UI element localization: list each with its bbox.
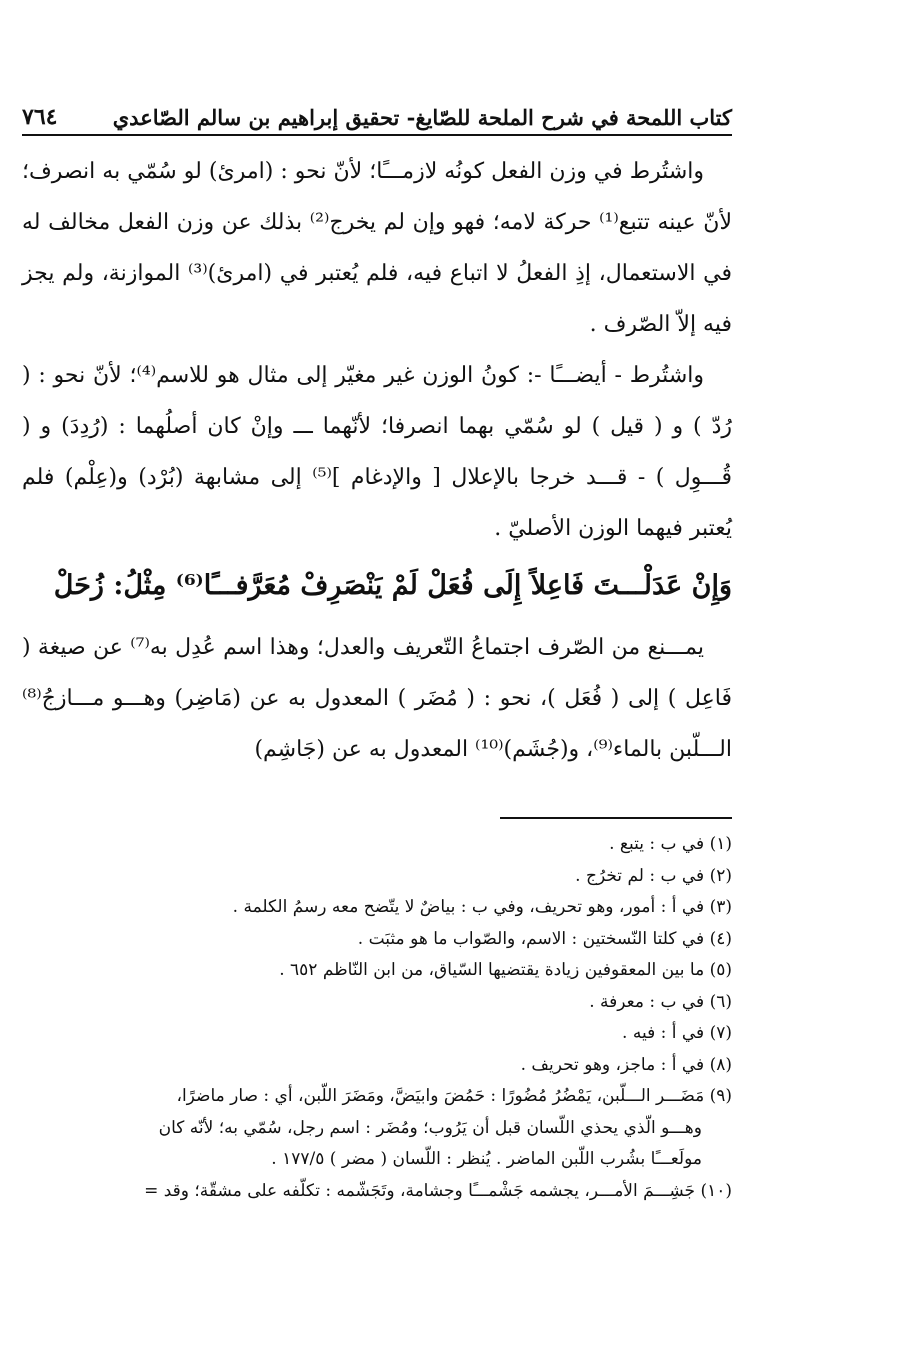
verse-heading: وَإِنْ عَدَلْـــتَ فَاعِلاً إِلَى فُعَلْ لَمْ يَنْصَرِفْ مُعَرَّفـــًا⁽⁶⁾ مِثْلُ: زُحَلْ — [53, 570, 732, 601]
footnote-9: (٩) مَضَـــر الـــلّبن، يَمْضُرُ مُضُورًا : حَمُضَ وابيَضَّ، ومَضَرَ اللّبن، أي : صار ماضرًا، — [176, 1086, 732, 1106]
footnote-8: (٨) في أ : ماجز، وهو تحريف . — [520, 1054, 732, 1075]
paragraph-3: يمـــنع من الصّرف اجتماعُ التّعريف والعدل؛ وهذا اسم عُدِل به⁽⁷⁾ عن صيغة ( فَاعِل ) إلى ( فُعَل )، نحو : ( مُضَر ) المعدول به عن (مَاضِر) وهـــو مـــازجُ⁽⁸⁾ الـــلّبن بالماء⁽⁹⁾، و(جُشَم)⁽¹⁰⁾ المعدول به عن (جَاشِم) — [22, 635, 732, 762]
footnote-5: (٥) ما بين المعقوفين زيادة يقتضيها السّياق، من ابن النّاظم ٦٥٢ . — [279, 960, 732, 980]
footnote-3: (٣) في أ : أمور، وهو تحريف، وفي ب : بياضٌ لا يتّضح معه رسمُ الكلمة . — [232, 897, 732, 917]
footnote-separator — [500, 817, 732, 819]
paragraph-1: واشتُرط في وزن الفعل كونُه لازمـــًا؛ لأنّ نحو : (امرئ) لو سُمّي به انصرف؛ لأنّ عينه تتبع⁽¹⁾ حركة لامه؛ فهو وإن لم يخرج⁽²⁾ بذلك عن وزن الفعل مخالف له في الاستعمال، إذِ الفعلُ لا اتباع فيه، فلم يُعتبر في (امرئ)⁽³⁾ الموازنة، ولم يجز فيه إلاّ الصّرف . — [22, 159, 733, 337]
footnote-7: (٧) في أ : فيه . — [622, 1023, 732, 1043]
book-page — [22, 96, 732, 1207]
footnote-4: (٤) في كلتا النّسختين : الاسم، والصّواب ما هو مثبَت . — [357, 928, 732, 949]
paragraph-2: واشتُرط - أيضـــًا -: كونُ الوزن غير مغيّر إلى مثال هو للاسم⁽⁴⁾؛ لأنّ نحو : ( رُدّ ) و ( قيل ) لو سُمّي بهما انصرفا؛ لأنّهما ـــ وإنْ كان أصلُهما : (رُدِدَ) و ( قُـــوِل ) - قـــد خرجا بالإعلال [ والإدغام ]⁽⁵⁾ إلى مشابهة (بُرْد) و(عِلْم) فلم يُعتبر فيهما الوزن الأصليّ . — [22, 363, 733, 541]
header-title: كتاب اللمحة في شرح الملحة للصّايغ- تحقيق إبراهيم بن سالم الصّاعدي — [112, 105, 732, 130]
footnote-2: (٢) في ب : لم تخرُج . — [575, 865, 732, 886]
footnote-9-line-3: مولَعـــًا بشُرب اللّبن الماضر . يُنظر : اللّسان ( مضر ) ١٧٧/٥ . — [271, 1149, 702, 1169]
footnote-9-line-2: وهـــو الّذي يحذي اللّسان قبل أن يَرُوب؛ ومُضَر : اسم رجل، سُمّي به؛ لأنّه كان — [158, 1117, 702, 1138]
page-number: ٧٦٤ — [22, 104, 58, 130]
footnote-10: (١٠) جَشِـــمَ الأمـــر، يجشمه جَشْمـــًا وجشامة، وتَجَشّمه : تكلّفه على مشقّة؛ وقد = — [144, 1180, 732, 1201]
main-text — [22, 146, 732, 775]
running-header — [22, 96, 732, 136]
footnote-1: (١) في ب : يتبع . — [609, 834, 732, 854]
footnotes — [22, 829, 732, 1207]
footnote-6: (٦) في ب : معرفة . — [589, 991, 732, 1012]
